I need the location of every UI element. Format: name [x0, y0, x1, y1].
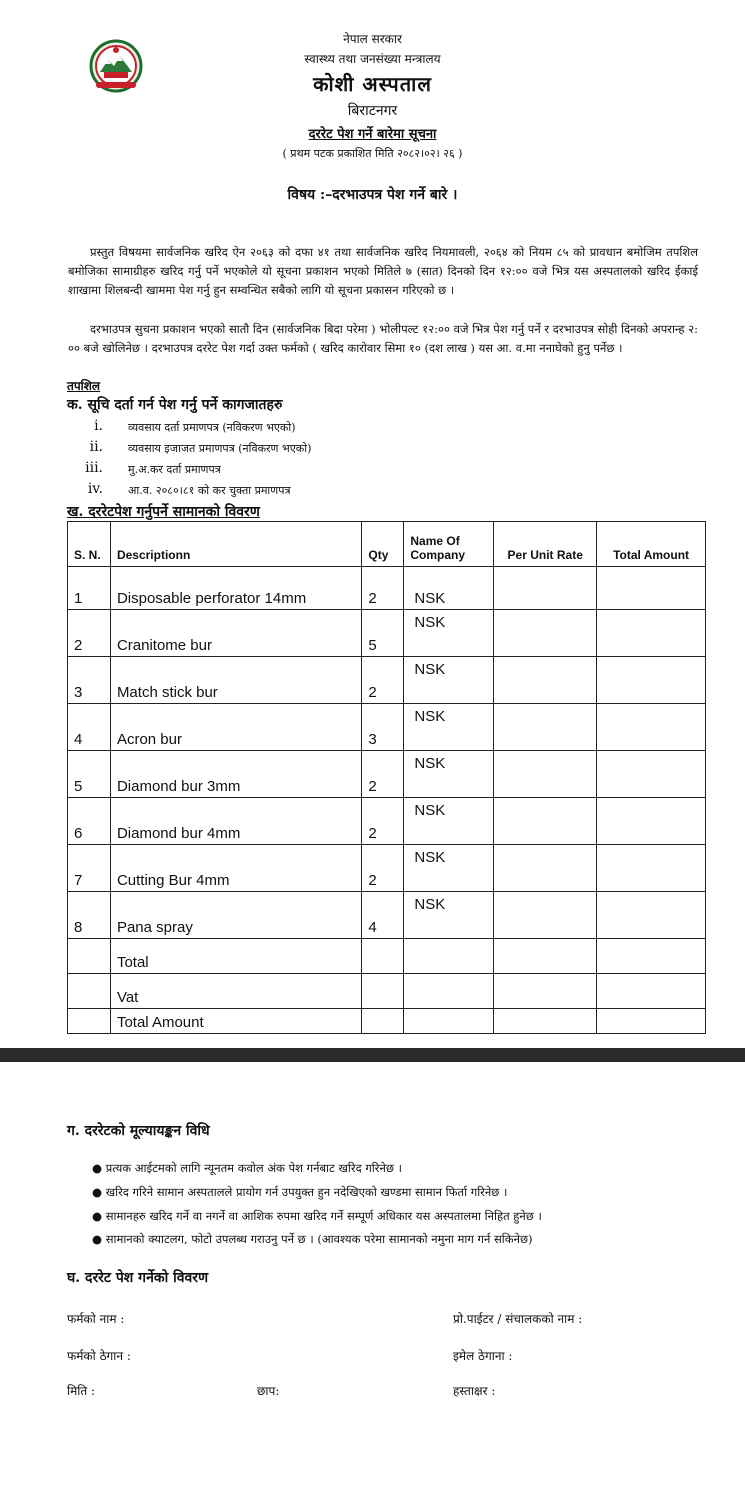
table-row — [68, 751, 706, 798]
cell-sn: 6 — [68, 798, 111, 845]
table-row — [68, 567, 706, 610]
header-total: Total Amount — [597, 522, 706, 567]
cell-rate — [494, 657, 597, 704]
cell-company: NSK — [404, 892, 494, 939]
cell-qty: 3 — [362, 704, 404, 751]
date-label: मिति : — [67, 1384, 96, 1398]
table-row — [68, 845, 706, 892]
table-vat-row — [68, 974, 706, 1009]
cell-rate — [494, 567, 597, 610]
cell-sn: 5 — [68, 751, 111, 798]
cell-rate — [494, 751, 597, 798]
cell-total — [597, 657, 706, 704]
cell-sn: 1 — [68, 567, 111, 610]
cell-qty: 4 — [362, 892, 404, 939]
cell-sn: 4 — [68, 704, 111, 751]
header-rate: Per Unit Rate — [494, 522, 597, 567]
header-qty: Qty — [362, 522, 404, 567]
cell-description: Match stick bur — [110, 657, 361, 704]
page-divider — [0, 1048, 745, 1062]
table-total-row — [68, 939, 706, 974]
items-table — [67, 521, 706, 1034]
published-date: ( प्रथम पटक प्रकाशित मिति २०८२।०२। २६ ) — [282, 147, 463, 160]
cell-sn: 2 — [68, 610, 111, 657]
cell-total — [597, 845, 706, 892]
hospital-name: कोशी अस्पताल — [313, 72, 432, 96]
stamp-label: छाप: — [257, 1384, 280, 1398]
cell-rate — [494, 610, 597, 657]
cell-qty: 2 — [362, 751, 404, 798]
cell-description: Pana spray — [110, 892, 361, 939]
cell-description: Cutting Bur 4mm — [110, 845, 361, 892]
cell-total — [597, 610, 706, 657]
cell-rate — [494, 704, 597, 751]
cell-qty: 2 — [362, 657, 404, 704]
list-item: ● खरिद गरिने सामान अस्पतालले प्रायोग गर्न उपयुक्त हुन नदेखिएको खण्डमा सामान फिर्ता गरिनेछ । — [92, 1185, 508, 1199]
paragraph-1: प्रस्तुत विषयमा सार्वजनिक खरिद ऐन २०६३ को दफा ४१ तथा सार्वजनिक खरिद नियमावली, २०६४ को नियम ८५ को प्रावधान बमोजिम तपशिल बमोजिका सामाग्रीहरु खरिद गर्नु पर्ने भएकोले यो सूचना प्रकाशन भएको मितिले ७ (सात) दिनको दिन १२:०० वजे भित्र यस अस्पतालको खरिद ईकाई शाखामा शिलबन्दी खाममा पेश गर्नु हुन सम्वन्धित सबैको लागि यो सूचना प्रकासन गरिएको छ । — [68, 245, 698, 297]
government-label: नेपाल सरकार — [343, 32, 402, 46]
header-description: Descriptionn — [110, 522, 361, 567]
cell-rate — [494, 845, 597, 892]
table-row — [68, 798, 706, 845]
section-g-title: ग. दररेटको मूल्यायङ्कन विधि — [67, 1123, 210, 1139]
signature-label: हस्ताक्षर : — [453, 1384, 496, 1398]
table-row — [68, 892, 706, 939]
cell-qty: 2 — [362, 567, 404, 610]
cell-description: Diamond bur 4mm — [110, 798, 361, 845]
cell-total — [597, 751, 706, 798]
cell-company: NSK — [404, 567, 494, 610]
cell-company: NSK — [404, 798, 494, 845]
cell-description: Diamond bur 3mm — [110, 751, 361, 798]
cell-qty: 2 — [362, 845, 404, 892]
cell-total-amount-label: Total Amount — [110, 1009, 361, 1034]
cell-vat-label: Vat — [110, 974, 361, 1009]
table-row — [68, 610, 706, 657]
notice-title: दररेट पेश गर्ने बारेमा सूचना — [308, 127, 437, 142]
cell-qty: 5 — [362, 610, 404, 657]
table-row — [68, 657, 706, 704]
cell-description: Acron bur — [110, 704, 361, 751]
tapasil-label: तपशिल — [67, 379, 101, 393]
list-item: ● सामानको क्याटलग, फोटो उपलब्ध गराउनु पर्ने छ । (आवश्यक परेमा सामानको नमुना माग गर्न सकिनेछ) — [92, 1232, 533, 1246]
table-row — [68, 704, 706, 751]
ministry-label: स्वास्थ्य तथा जनसंख्या मन्त्रालय — [304, 52, 441, 66]
section-k-title: क. सूचि दर्ता गर्न पेश गर्नु पर्ने कागजातहरु — [67, 397, 283, 413]
section-kh-title: ख. दररेटपेश गर्नुपर्ने सामानको विवरण — [67, 504, 260, 520]
list-item: ● सामानहरु खरिद गर्ने वा नगर्ने वा आशिक रुपमा खरिद गर्ने सम्पूर्ण अधिकार यस अस्पतालमा निहित हुनेछ । — [92, 1209, 542, 1223]
cell-company: NSK — [404, 657, 494, 704]
cell-rate — [494, 892, 597, 939]
cell-total — [597, 704, 706, 751]
table-grand-total-row — [68, 1009, 706, 1034]
cell-total — [597, 567, 706, 610]
subject-line: विषय :–दरभाउपत्र पेश गर्ने बारे । — [287, 187, 458, 203]
section-gh-title: घ. दररेट पेश गर्नेको विवरण — [67, 1270, 209, 1286]
header-sn: S. N. — [68, 522, 111, 567]
cell-description: Cranitome bur — [110, 610, 361, 657]
city-label: बिराटनगर — [347, 103, 398, 119]
cell-total — [597, 892, 706, 939]
firm-name-label: फर्मको नाम : — [67, 1312, 125, 1326]
cell-total — [597, 798, 706, 845]
cell-sn: 3 — [68, 657, 111, 704]
table-header-row — [68, 522, 706, 567]
cell-description: Disposable perforator 14mm — [110, 567, 361, 610]
cell-total-label: Total — [110, 939, 361, 974]
cell-sn: 7 — [68, 845, 111, 892]
proprietor-label: प्रो.पाईटर / संचालकको नाम : — [453, 1312, 583, 1326]
cell-qty: 2 — [362, 798, 404, 845]
cell-rate — [494, 798, 597, 845]
cell-company: NSK — [404, 704, 494, 751]
firm-address-label: फर्मको ठेगान : — [67, 1349, 131, 1363]
cell-company: NSK — [404, 751, 494, 798]
cell-company: NSK — [404, 845, 494, 892]
paragraph-2: दरभाउपत्र सुचना प्रकाशन भएको सातौ दिन (सार्वजनिक बिदा परेमा ) भोलीपल्ट १२:०० वजे भित्र पेश गर्नु पर्ने र दरभाउपत्र सोही दिनको अपरान्ह २: ०० बजे खोलिनेछ । दरभाउपत्र दररेट पेश गर्दा उक्त फर्मको ( खरिद कारोवार सिमा १० (दश लाख ) यस आ. व.मा ननाघेको हुनु पर्नेछ । — [68, 322, 698, 355]
email-label: इमेल ठेगाना : — [453, 1349, 513, 1363]
cell-company: NSK — [404, 610, 494, 657]
cell-sn: 8 — [68, 892, 111, 939]
list-item: ● प्रत्यक आईटमको लागि न्यूनतम कवोल अंक पेश गर्नबाट खरिद गरिनेछ । — [92, 1161, 402, 1175]
header-company: Name Of Company — [404, 522, 494, 567]
